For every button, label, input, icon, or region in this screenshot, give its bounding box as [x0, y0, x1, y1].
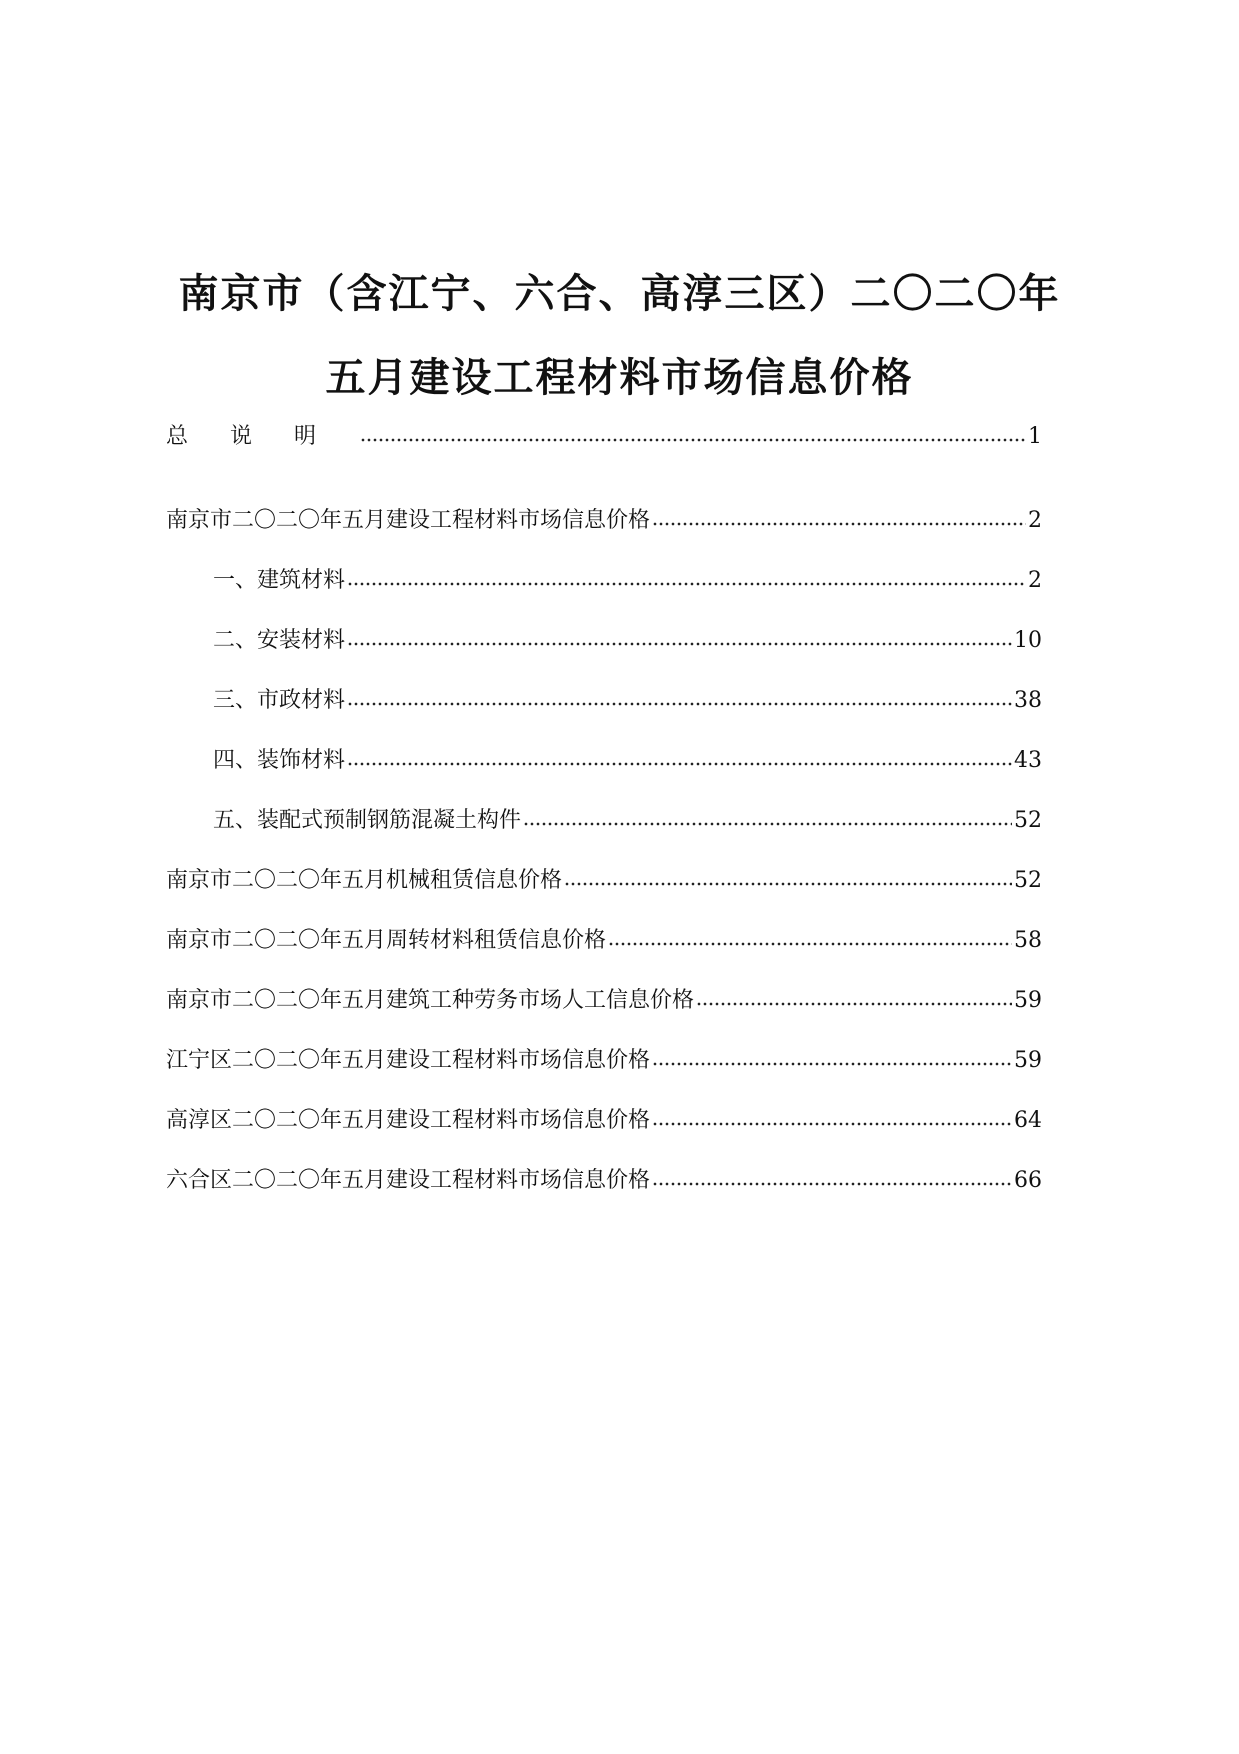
- document-title-line-1: 南京市（含江宁、六合、高淳三区）二〇二〇年: [178, 271, 1061, 317]
- toc-leader-dots: [652, 1182, 1012, 1186]
- toc-label: 南京市二〇二〇年五月建筑工种劳务市场人工信息价格: [166, 988, 695, 1013]
- toc-leader-dots: [523, 822, 1012, 826]
- toc-leader-dots: [347, 702, 1012, 706]
- toc-page-number: 38: [1014, 688, 1042, 713]
- toc-page-number: 2: [1028, 508, 1042, 533]
- toc-leader-dots: [360, 438, 1026, 442]
- toc-page-number: 52: [1014, 868, 1042, 893]
- toc-page-number: 59: [1014, 1048, 1042, 1073]
- toc-page-number: 1: [1028, 424, 1042, 449]
- toc-label: 高淳区二〇二〇年五月建设工程材料市场信息价格: [166, 1108, 651, 1133]
- toc-label: 南京市二〇二〇年五月建设工程材料市场信息价格: [166, 508, 651, 533]
- toc-page-number: 66: [1014, 1168, 1042, 1193]
- toc-label: 总说明: [166, 424, 359, 449]
- toc-entry-labor-prices[interactable]: [166, 980, 1042, 1012]
- toc-label: 六合区二〇二〇年五月建设工程材料市场信息价格: [166, 1168, 651, 1193]
- toc-label: 南京市二〇二〇年五月机械租赁信息价格: [166, 868, 563, 893]
- toc-entry-installation-materials[interactable]: [213, 620, 1042, 652]
- toc-leader-dots: [347, 642, 1012, 646]
- toc-page-number: 43: [1014, 748, 1042, 773]
- toc-page-number: 10: [1014, 628, 1042, 653]
- toc-label: 三、市政材料: [213, 688, 346, 713]
- toc-page-number: 2: [1028, 568, 1042, 593]
- toc-page-number: 58: [1014, 928, 1042, 953]
- toc-label: 二、安装材料: [213, 628, 346, 653]
- toc-entry-decoration-materials[interactable]: [213, 740, 1042, 772]
- toc-label: 五、装配式预制钢筋混凝土构件: [213, 808, 522, 833]
- toc-leader-dots: [608, 942, 1012, 946]
- document-title-line-2: 五月建设工程材料市场信息价格: [325, 355, 914, 401]
- toc-leader-dots: [696, 1002, 1012, 1006]
- toc-leader-dots: [564, 882, 1012, 886]
- toc-entry-prefab-concrete[interactable]: [213, 800, 1042, 832]
- toc-label: 江宁区二〇二〇年五月建设工程材料市场信息价格: [166, 1048, 651, 1073]
- toc-label: 四、装饰材料: [213, 748, 346, 773]
- toc-entry-municipal-materials[interactable]: [213, 680, 1042, 712]
- toc-page-number: 52: [1014, 808, 1042, 833]
- toc-entry-machinery-rental[interactable]: [166, 860, 1042, 892]
- toc-page-number: 59: [1014, 988, 1042, 1013]
- toc-entry-building-materials[interactable]: [213, 560, 1042, 592]
- toc-entry-general-notes[interactable]: [166, 416, 1042, 448]
- toc-label: 一、建筑材料: [213, 568, 346, 593]
- toc-leader-dots: [652, 1122, 1012, 1126]
- toc-entry-turnover-materials-rental[interactable]: [166, 920, 1042, 952]
- toc-entry-gaochun-materials[interactable]: [166, 1100, 1042, 1132]
- toc-leader-dots: [652, 1062, 1012, 1066]
- toc-leader-dots: [652, 522, 1026, 526]
- toc-page-number: 64: [1014, 1108, 1042, 1133]
- toc-label: 南京市二〇二〇年五月周转材料租赁信息价格: [166, 928, 607, 953]
- toc-leader-dots: [347, 762, 1012, 766]
- toc-leader-dots: [347, 582, 1026, 586]
- toc-entry-nanjing-materials[interactable]: [166, 500, 1042, 532]
- toc-entry-luhe-materials[interactable]: [166, 1160, 1042, 1192]
- toc-entry-jiangning-materials[interactable]: [166, 1040, 1042, 1072]
